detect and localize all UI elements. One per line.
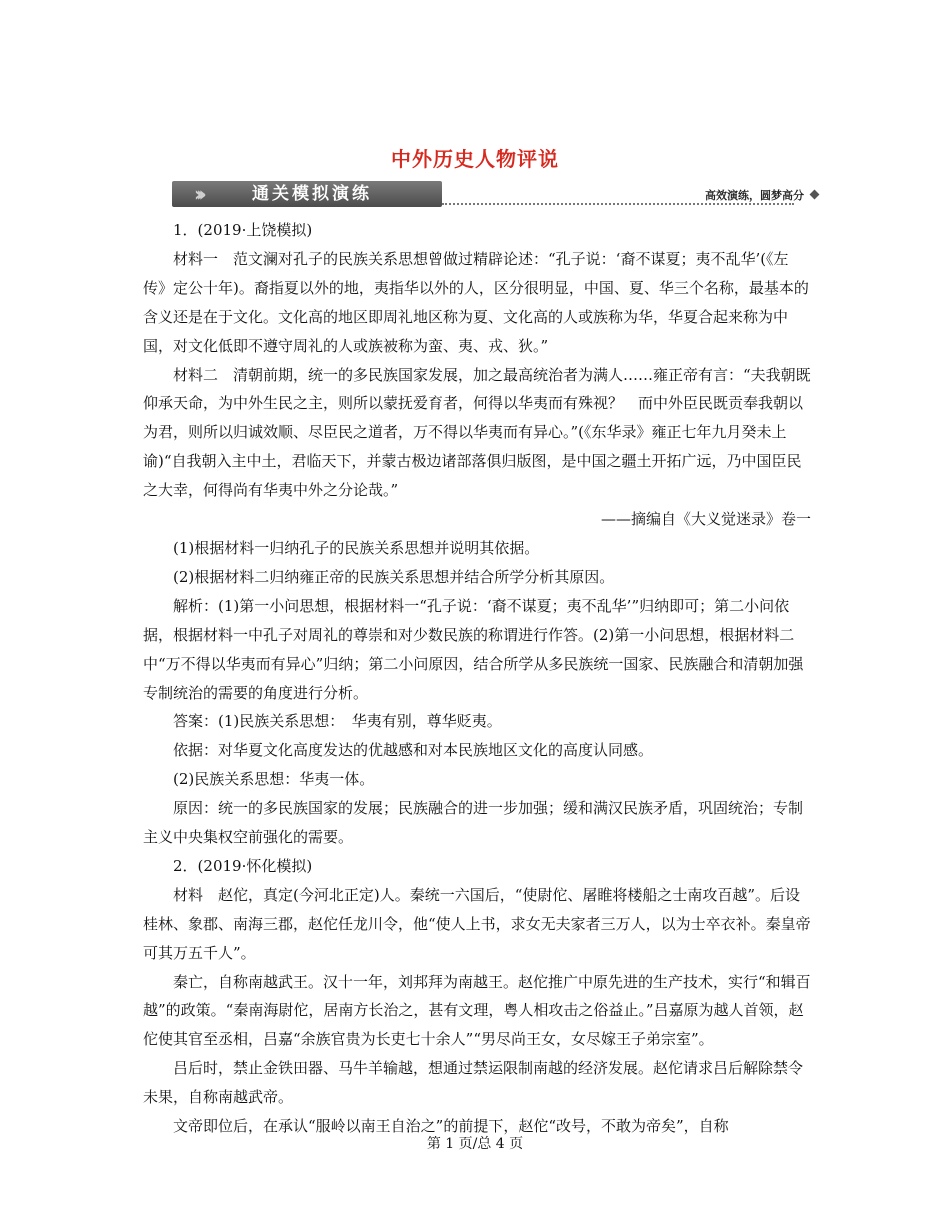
page-footer: 第 1 页/总 4 页 [426,1136,524,1152]
paragraph: 文帝即位后，在承认“服岭以南王自治之”的前提下，赵佗“改号，不敢为帝矣”，自称 [173,1117,729,1136]
paragraph: 原因：统一的多民族国家的发展；民族融合的进一步加强；缓和满汉民族矛盾，巩固统治；专制主义中央集权空前强化的需要。 [143,799,804,847]
paragraph: 秦亡，自称南越武王。汉十一年，刘邦拜为南越王。赵佗推广中原先进的生产技术，实行“和辑百越”的政策。“秦南海尉佗，居南方长治之，甚有文理，粤人相攻击之俗益止。”吕嘉原为越人首领，赵佗使其官至丞相，吕嘉“余族官贵为长吏七十余人”“男尽尚王女，女尽嫁王子弟宗室”。 [143,972,811,1049]
paragraph: 依据：对华夏文化高度发达的优越感和对本民族地区文化的高度认同感。 [173,741,654,760]
paragraph: 2．(2019·怀化模拟) [173,856,313,875]
banner-label: 通关模拟演练 [252,184,372,204]
banner-dotted-line [442,203,794,205]
page-title: 中外历史人物评说 [391,147,559,171]
paragraph: 材料二 清朝前期，统一的多民族国家发展，加之最高统治者为满人……雍正帝有言：“夫我朝既仰承天命，为中外生民之主，则所以蒙抚爱育者，何得以华夷而有殊视？ 而中外臣民既贡奉我朝以为君，则所以归诚效顺、尽臣民之道者，万不得以华夷而有异心。”(《东华录》雍正七年九月癸未上谕)“自我朝入主中土，君临天下，并蒙古极边诸部落俱归版图，是中国之疆土开拓广远，乃中国臣民之大幸，何得尚有华夷中外之分论哉。” [143,365,811,500]
banner-box [172,181,442,207]
paragraph: (2)根据材料二归纳雍正帝的民族关系思想并结合所学分析其原因。 [173,567,615,586]
paragraph: 材料一 范文澜对孔子的民族关系思想曾做过精辟论述：“孔子说：‘裔不谋夏；夷不乱华’(《左传》定公十年)。裔指夏以外的地，夷指华以外的人，区分很明显，中国、夏、华三个名称，最基本的含义还是在于文化。文化高的地区即周礼地区称为夏、文化高的人或族称为华，华夏合起来称为中国，对文化低即不遵守周礼的人或族被称为蛮、夷、戎、狄。” [143,249,809,355]
paragraph: 吕后时，禁止金铁田器、马牛羊输越，想通过禁运限制南越的经济发展。赵佗请求吕后解除禁令未果，自称南越武帝。 [143,1059,804,1107]
paragraph: 答案：(1)民族关系思想： 华夷有别，尊华贬夷。 [173,712,502,731]
paragraph: 1．(2019·上饶模拟) [173,221,313,239]
double-chevron-icon: ››› [194,182,201,206]
source-citation: ——摘编自《大义觉迷录》卷一 [600,510,811,529]
paragraph: 材料 赵佗，真定(今河北正定)人。秦统一六国后，“使尉佗、屠睢将楼船之士南攻百越”。后设桂林、象郡、南海三郡，赵佗任龙川令，他“使人上书，求女无夫家者三万人，以为士卒衣补。秦皇帝可其万五千人”。 [143,885,811,962]
banner-slogan: 高效演练，圆梦高分 [705,189,804,202]
paragraph: 解析：(1)第一小问思想，根据材料一“孔子说：‘裔不谋夏；夷不乱华’”归纳即可；第二小问依据，根据材料一中孔子对周礼的尊崇和对少数民族的称谓进行作答。(2)第一小问思想，根据材料二中“万不得以华夷而有异心”归纳；第二小问原因，结合所学从多民族统一国家、民族融合和清朝加强专制统治的需要的角度进行分析。 [143,596,804,702]
paragraph: (1)根据材料一归纳孔子的民族关系思想并说明其依据。 [173,538,540,557]
document-body [143,216,811,1141]
diamond-icon [810,190,820,200]
paragraph: (2)民族关系思想：华夷一体。 [173,770,375,789]
section-banner [172,181,822,207]
